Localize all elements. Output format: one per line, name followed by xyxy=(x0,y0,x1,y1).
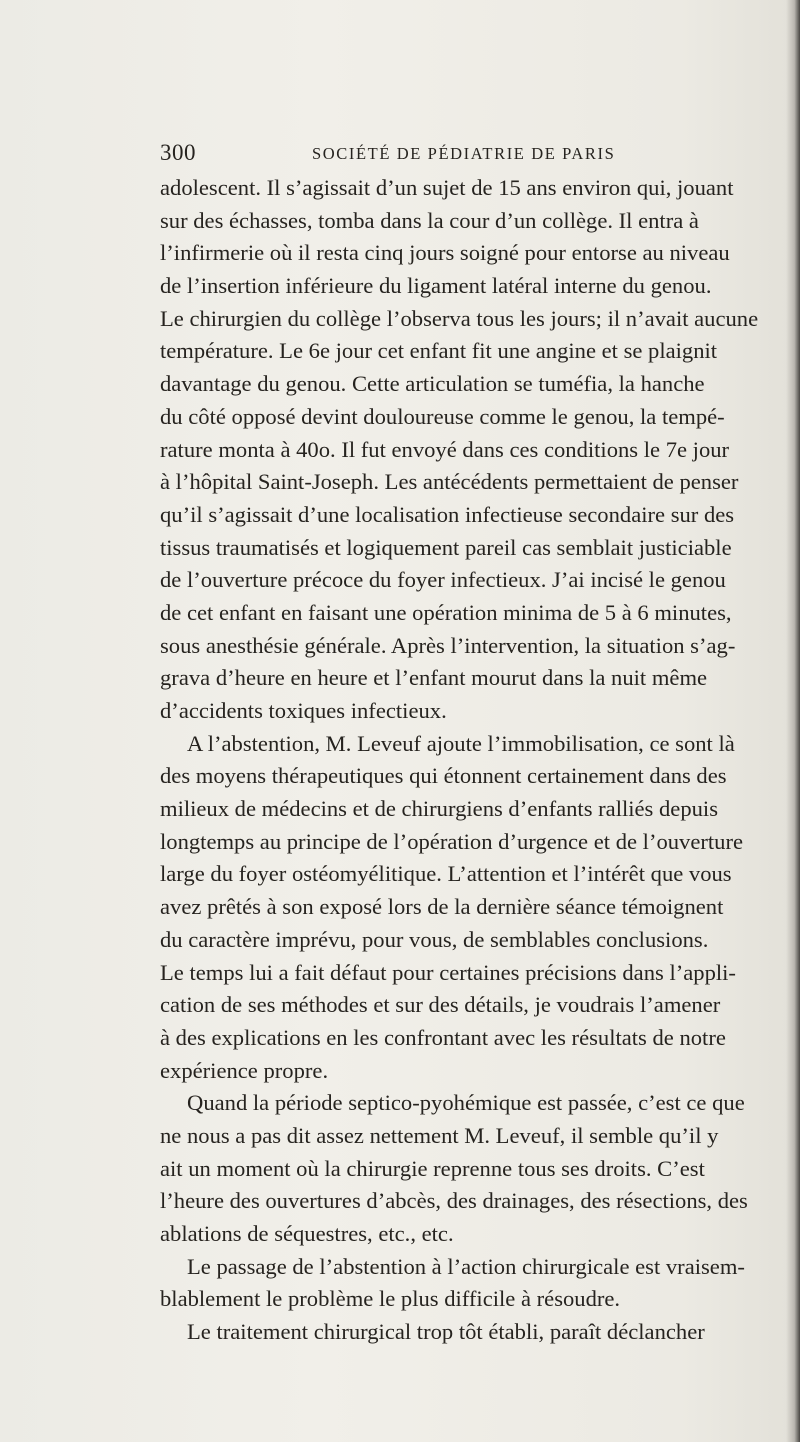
text-line: ait un moment où la chirurgie reprenne tous ses droits. C’est xyxy=(160,1155,705,1181)
text-line: avez prêtés à son exposé lors de la dernière séance témoignent xyxy=(160,894,724,920)
text-line: à l’hôpital Saint-Joseph. Les antécédents permettaient de penser xyxy=(160,469,739,495)
page-header xyxy=(160,140,772,170)
text-line: davantage du genou. Cette articulation se tuméfia, la hanche xyxy=(160,371,705,397)
text-line: Le temps lui a fait défaut pour certaines précisions dans l’appli- xyxy=(160,959,736,985)
text-line: du caractère imprévu, pour vous, de semblables conclusions. xyxy=(160,926,709,952)
text-line: cation de ses méthodes et sur des détails, je voudrais l’amener xyxy=(160,992,721,1018)
paragraph-start-line: Le traitement chirurgical trop tôt établi, paraît déclancher xyxy=(187,1319,705,1345)
paragraph-start-line: A l’abstention, M. Leveuf ajoute l’immobilisation, ce sont là xyxy=(187,730,735,756)
body-text xyxy=(160,172,790,1349)
text-line: Le chirurgien du collège l’observa tous les jours; il n’avait aucune xyxy=(160,305,759,331)
paragraph-start-line: Quand la période septico-pyohémique est passée, c’est ce que xyxy=(187,1090,745,1116)
text-line: adolescent. Il s’agissait d’un sujet de 15 ans environ qui, jouant xyxy=(160,175,734,200)
text-line: l’heure des ouvertures d’abcès, des drainages, des résections, des xyxy=(160,1188,748,1214)
text-line: blablement le problème le plus difficile à résoudre. xyxy=(160,1286,621,1312)
text-line: d’accidents toxiques infectieux. xyxy=(160,698,447,723)
text-line: tissus traumatisés et logiquement pareil cas semblait justiciable xyxy=(160,534,732,560)
text-line: de l’ouverture précoce du foyer infectieux. J’ai incisé le genou xyxy=(160,567,726,593)
text-line: à des explications en les confrontant avec les résultats de notre xyxy=(160,1024,726,1050)
paragraph-start-line: Le passage de l’abstention à l’action chirurgicale est vraisem- xyxy=(187,1253,745,1279)
text-line: qu’il s’agissait d’une localisation infectieuse secondaire sur des xyxy=(160,501,735,527)
text-line: milieux de médecins et de chirurgiens d’enfants ralliés depuis xyxy=(160,796,718,822)
text-line: de cet enfant en faisant une opération minima de 5 à 6 minutes, xyxy=(160,599,732,625)
text-line: température. Le 6e jour cet enfant fit une angine et se plaignit xyxy=(160,338,718,364)
text-line: du côté opposé devint douloureuse comme le genou, la tempé- xyxy=(160,403,725,429)
text-line: de l’insertion inférieure du ligament latéral interne du genou. xyxy=(160,273,712,299)
text-line: ne nous a pas dit assez nettement M. Leveuf, il semble qu’il y xyxy=(160,1122,719,1148)
text-line: large du foyer ostéomyélitique. L’attention et l’intérêt que vous xyxy=(160,861,732,887)
running-title: SOCIÉTÉ DE PÉDIATRIE DE PARIS xyxy=(312,144,616,163)
text-line: rature monta à 40o. Il fut envoyé dans ces conditions le 7e jour xyxy=(160,436,730,462)
text-line: longtemps au principe de l’opération d’urgence et de l’ouverture xyxy=(160,828,744,854)
text-line: expérience propre. xyxy=(160,1057,329,1083)
text-line: l’infirmerie où il resta cinq jours soigné pour entorse au niveau xyxy=(160,240,730,266)
text-line: grava d’heure en heure et l’enfant mourut dans la nuit même xyxy=(160,665,708,691)
text-line: sur des échasses, tomba dans la cour d’un collège. Il entra à xyxy=(160,207,699,233)
page-number: 300 xyxy=(160,140,196,165)
page-edge-shadow xyxy=(786,0,800,1442)
text-line: sous anesthésie générale. Après l’intervention, la situation s’ag- xyxy=(160,632,736,658)
text-line: ablations de séquestres, etc., etc. xyxy=(160,1221,454,1246)
text-line: des moyens thérapeutiques qui étonnent certainement dans des xyxy=(160,763,727,789)
